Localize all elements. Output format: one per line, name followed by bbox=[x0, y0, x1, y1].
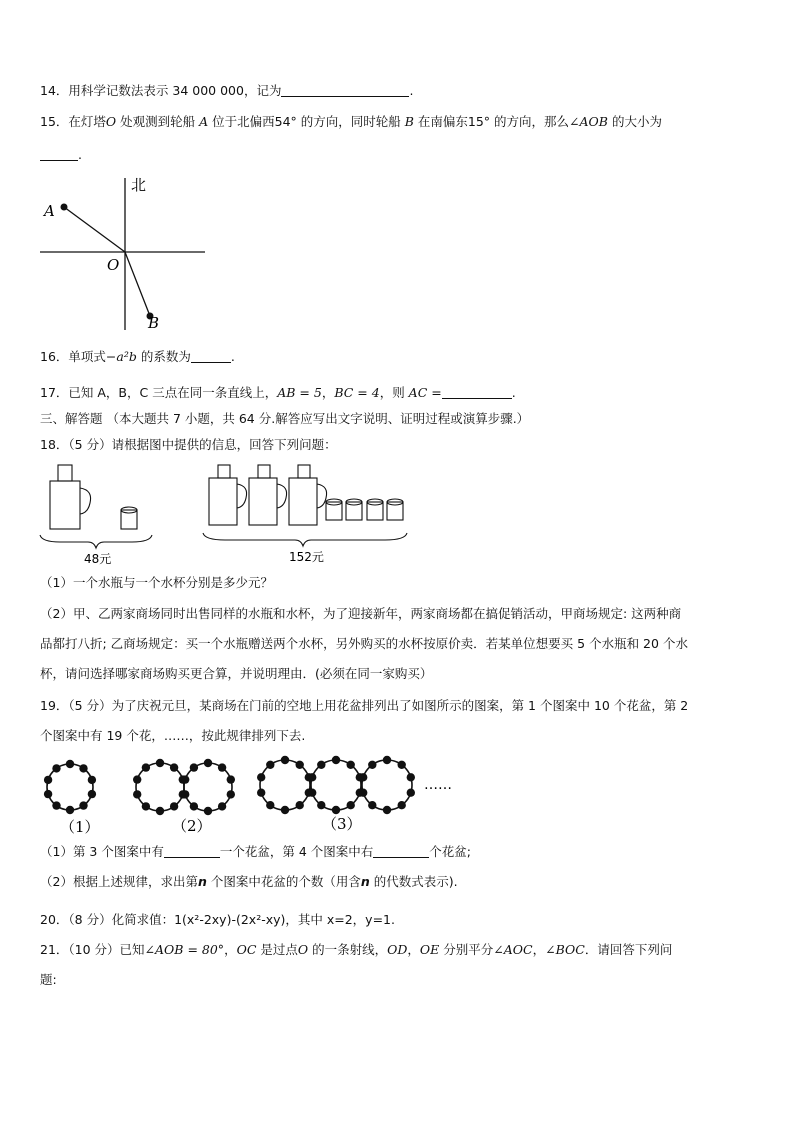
flower-pot bbox=[88, 790, 96, 798]
q19-p2-b: 个图案中花盆的个数（用含 bbox=[206, 874, 361, 889]
flower-pot bbox=[347, 801, 355, 809]
q19-p1-a: （1）第 3 个图案中有 bbox=[40, 844, 164, 859]
q15-a: A bbox=[199, 114, 209, 129]
q21-mid5: 分别平分 bbox=[439, 942, 494, 957]
flower-pot bbox=[359, 789, 367, 797]
q15-mid4: 在南偏东 bbox=[413, 114, 468, 129]
flower-pot bbox=[317, 801, 325, 809]
flower-pot bbox=[227, 775, 235, 783]
question-20: 20．（8 分）化简求值：1(x²-2xy)-(2x²-xy)，其中 x=2，y=1. bbox=[40, 912, 395, 927]
flower-pot bbox=[266, 801, 274, 809]
flower-pot bbox=[368, 801, 376, 809]
q15-post: 的大小为 bbox=[607, 114, 662, 129]
flower-pot bbox=[88, 776, 96, 784]
pattern-label-1: （1） bbox=[60, 818, 100, 836]
flower-pot bbox=[317, 761, 325, 769]
q15-o: O bbox=[105, 114, 117, 129]
question-21 bbox=[40, 941, 672, 959]
flower-pot bbox=[133, 775, 141, 783]
q14-end: . bbox=[409, 83, 414, 98]
q21-mid2: 是过点 bbox=[256, 942, 298, 957]
flower-pot bbox=[44, 776, 52, 784]
price-label-2: 152元 bbox=[289, 550, 324, 564]
flower-pot bbox=[79, 801, 87, 809]
question-19-line-1: 19．（5 分）为了庆祝元旦，某商场在门前的空地上用花盆排列出了如图所示的图案，第 1 个图案中 10 个花盆，第 2 bbox=[40, 698, 689, 713]
flower-pot bbox=[383, 806, 391, 814]
q14-text: 14．用科学记数法表示 34 000 000，记为 bbox=[40, 83, 282, 98]
question-21-line-2: 题: bbox=[40, 972, 57, 987]
q16-post: 的系数为 bbox=[136, 349, 191, 364]
q15-deg1: 54° bbox=[274, 114, 297, 129]
q19-p2-c: 的代数式表示). bbox=[369, 874, 458, 889]
label-b: B bbox=[148, 314, 160, 332]
flower-pot bbox=[257, 789, 265, 797]
label-a: A bbox=[44, 202, 55, 220]
flower-pot bbox=[218, 802, 226, 810]
q18-part-2-line-3: 杯，请问选择哪家商场购买更合算，并说明理由．(必须在同一家购买） bbox=[40, 666, 433, 681]
q19-p1-c: 个花盆; bbox=[429, 844, 471, 859]
flower-pot bbox=[308, 789, 316, 797]
q21-o: O bbox=[297, 942, 309, 957]
q16-pre: 16．单项式 bbox=[40, 349, 106, 364]
q15-pre: 15．在灯塔 bbox=[40, 114, 106, 129]
flower-pot bbox=[52, 801, 60, 809]
q18-part-2-line-1: （2）甲、乙两家商场同时出售同样的水瓶和水杯，为了迎接新年，两家商场都在搞促销活动，甲商场规定: 这两种商 bbox=[40, 606, 682, 621]
q18-part-1: （1）一个水瓶与一个水杯分别是多少元？ bbox=[40, 575, 273, 590]
q21-mid6: ， bbox=[532, 942, 546, 957]
section-3-heading: 三、解答题 （本大题共 7 小题，共 64 分.解答应写出文字说明、证明过程或演算步骤.） bbox=[40, 411, 530, 426]
north-label: 北 bbox=[131, 176, 147, 194]
q19-part-1 bbox=[40, 843, 471, 861]
q16-expr: −a²b bbox=[105, 349, 137, 364]
q18-part-2-line-2: 品都打八折; 乙商场规定：买一个水瓶赠送两个水杯，另外购买的水杯按原价卖．若某单位想要买 5 个水瓶和 20 个水 bbox=[40, 636, 688, 651]
q17-end: . bbox=[511, 385, 516, 400]
flower-pot bbox=[218, 763, 226, 771]
q21-mid4: ， bbox=[407, 942, 420, 957]
pattern-label-2: （2） bbox=[172, 817, 212, 835]
flower-pot bbox=[407, 789, 415, 797]
flower-pot bbox=[227, 790, 235, 798]
pattern-ellipsis: …… bbox=[424, 777, 452, 793]
q17-sep: ， bbox=[321, 385, 335, 400]
label-o: O bbox=[107, 256, 120, 274]
flower-pot bbox=[383, 756, 391, 764]
flower-pot bbox=[181, 790, 189, 798]
q19-blank-2 bbox=[373, 844, 429, 858]
q21-mid3: 的一条射线， bbox=[308, 942, 388, 957]
flower-pot bbox=[190, 802, 198, 810]
flower-pot bbox=[296, 761, 304, 769]
q21-od: OD bbox=[387, 942, 408, 957]
q17-pre: 17．已知 A，B，C 三点在同一条直线上， bbox=[40, 385, 278, 400]
flower-pot bbox=[181, 775, 189, 783]
flower-pot bbox=[133, 790, 141, 798]
flower-pot bbox=[332, 756, 340, 764]
flower-pot bbox=[296, 801, 304, 809]
flower-pot bbox=[332, 806, 340, 814]
q19-p2-a: （2）根据上述规律，求出第 bbox=[40, 874, 198, 889]
q21-oc: OC bbox=[236, 942, 257, 957]
flower-pot bbox=[170, 802, 178, 810]
q21-angle2: ∠AOC bbox=[493, 942, 533, 957]
flower-pot bbox=[347, 761, 355, 769]
q21-post: ．请回答下列问 bbox=[584, 942, 673, 957]
q21-pre: 21．（10 分）已知 bbox=[40, 942, 145, 957]
flower-pot bbox=[281, 806, 289, 814]
q19-blank-1 bbox=[164, 844, 220, 858]
q19-p2-n: n bbox=[197, 874, 207, 889]
flower-pot bbox=[398, 761, 406, 769]
q15-angle: ∠AOB bbox=[569, 114, 608, 129]
flower-pot bbox=[368, 761, 376, 769]
flower-pot bbox=[66, 760, 74, 768]
flower-pot bbox=[308, 773, 316, 781]
q15-mid5: 的方向，那么 bbox=[490, 114, 570, 129]
flower-pot bbox=[257, 773, 265, 781]
q15-mid3: 的方向，同时轮船 bbox=[296, 114, 405, 129]
q15-mid2: 位于北偏西 bbox=[208, 114, 275, 129]
flower-pot bbox=[66, 806, 74, 814]
flower-pot bbox=[142, 802, 150, 810]
q15-end: . bbox=[78, 147, 82, 162]
q21-angle1: ∠AOB = 80° bbox=[144, 942, 225, 957]
q19-part-2 bbox=[40, 873, 458, 891]
flower-pot bbox=[79, 764, 87, 772]
q15-deg2: 15° bbox=[467, 114, 491, 129]
q17-ac: AC = bbox=[408, 385, 442, 400]
flower-pot bbox=[281, 756, 289, 764]
q15-b: B bbox=[404, 114, 414, 129]
flower-pot bbox=[44, 790, 52, 798]
flower-pot bbox=[156, 807, 164, 815]
flower-pot bbox=[398, 801, 406, 809]
flower-pot bbox=[204, 759, 212, 767]
q16-end: . bbox=[230, 349, 235, 364]
q21-angle3: ∠BOC bbox=[545, 942, 585, 957]
q15-mid1: 处观测到轮船 bbox=[116, 114, 200, 129]
flower-pot bbox=[204, 807, 212, 815]
q17-bc: BC = 4 bbox=[334, 385, 380, 400]
q19-p1-b: 一个花盆，第 4 个图案中右 bbox=[219, 844, 374, 859]
flower-pot bbox=[266, 761, 274, 769]
pattern-label-3: （3） bbox=[322, 815, 362, 833]
flower-pot bbox=[359, 773, 367, 781]
flower-pot bbox=[142, 763, 150, 771]
flower-pot bbox=[190, 763, 198, 771]
flower-pot bbox=[156, 759, 164, 767]
question-18-title: 18．（5 分）请根据图中提供的信息，回答下列问题： bbox=[40, 437, 337, 452]
q21-oe: OE bbox=[419, 942, 440, 957]
q17-ab: AB = 5 bbox=[277, 385, 322, 400]
flower-pot bbox=[170, 763, 178, 771]
flower-pot bbox=[52, 764, 60, 772]
q21-mid1: ， bbox=[224, 942, 237, 957]
price-label-1: 48元 bbox=[84, 552, 112, 566]
q17-mid: ，则 bbox=[379, 385, 409, 400]
question-19-line-2: 个图案中有 19 个花，……，按此规律排列下去. bbox=[40, 728, 306, 743]
q19-p2-n2: n bbox=[360, 874, 370, 889]
flower-pot bbox=[407, 773, 415, 781]
